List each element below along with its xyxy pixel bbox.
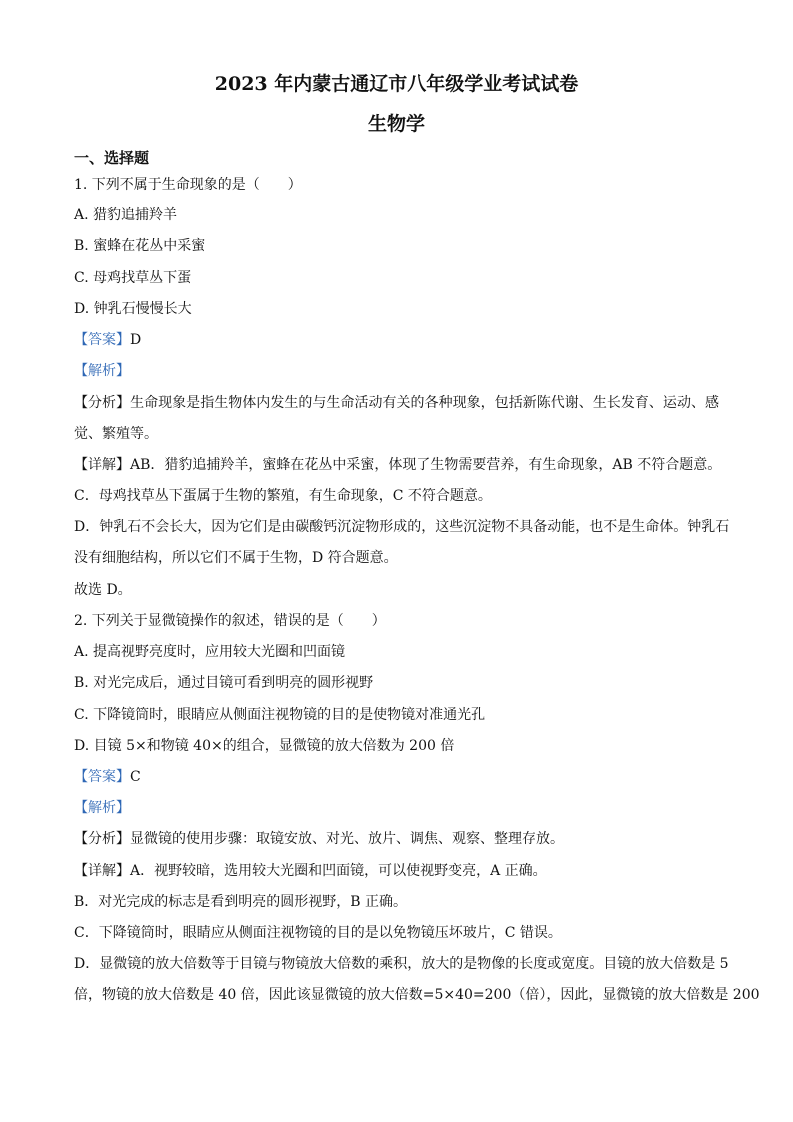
answer-tag: 【答案】 — [74, 332, 130, 348]
xiangjie-text: A．视野较暗，选用较大光圈和凹面镜，可以使视野变亮，A 正确。 — [130, 863, 547, 879]
q2-option-c: C. 下降镜筒时，眼睛应从侧面注视物镜的目的是使物镜对准通光孔 — [74, 707, 486, 723]
q2-answer — [74, 768, 141, 786]
exam-title: 2023 年内蒙古通辽市八年级学业考试试卷 — [214, 73, 579, 95]
q2-fenxi-line1 — [74, 830, 564, 848]
xiangjie-tag: 【详解】 — [74, 863, 130, 879]
q2-b-line: B．对光完成的标志是看到明亮的圆形视野，B 正确。 — [74, 894, 408, 910]
fenxi-text: 显微镜的使用步骤：取镜安放、对光、放片、调焦、观察、整理存放。 — [130, 831, 564, 847]
q1-analysis-tag — [74, 362, 130, 380]
answer-tag: 【答案】 — [74, 769, 130, 785]
subject-title: 生物学 — [367, 113, 425, 135]
q1-d-line2: 没有细胞结构，所以它们不属于生物，D 符合题意。 — [74, 550, 398, 566]
fenxi-tag: 【分析】 — [74, 831, 130, 847]
q2-d-line1: D．显微镜的放大倍数等于目镜与物镜放大倍数的乘积，放大的是物像的长度或宽度。目镜的放大倍数是 5 — [74, 956, 729, 972]
section-heading: 一、选择题 — [74, 149, 150, 167]
q1-stem: 1. 下列不属于生命现象的是（ ） — [74, 177, 302, 193]
answer-value: C — [130, 769, 141, 785]
q2-xiangjie-line1 — [74, 862, 547, 880]
q2-c-line: C．下降镜筒时，眼睛应从侧面注视物镜的目的是以免物镜压坏玻片，C 错误。 — [74, 925, 562, 941]
q1-answer — [74, 331, 141, 349]
q1-option-c: C. 母鸡找草丛下蛋 — [74, 270, 192, 286]
q1-fenxi-line2: 觉、繁殖等。 — [74, 426, 158, 442]
xiangjie-text: AB．猎豹追捕羚羊，蜜蜂在花丛中采蜜，体现了生物需要营养，有生命现象，AB 不符合题意。 — [130, 457, 722, 473]
q1-option-a: A. 猎豹追捕羚羊 — [74, 207, 178, 223]
q1-option-b: B. 蜜蜂在花丛中采蜜 — [74, 238, 206, 254]
q1-fenxi-line1 — [74, 394, 719, 412]
q1-d-line1: D．钟乳石不会长大，因为它们是由碳酸钙沉淀物形成的，这些沉淀物不具备动能，也不是生命体。钟乳石 — [74, 519, 730, 535]
q2-option-d: D. 目镜 5×和物镜 40×的组合，显微镜的放大倍数为 200 倍 — [74, 738, 455, 754]
q1-option-d: D. 钟乳石慢慢长大 — [74, 301, 192, 317]
q2-stem: 2. 下列关于显微镜操作的叙述，错误的是（ ） — [74, 613, 386, 629]
analysis-tag: 【解析】 — [74, 800, 130, 816]
q2-analysis-tag — [74, 799, 130, 817]
q1-xiangjie-line1 — [74, 456, 721, 474]
answer-value: D — [130, 332, 142, 348]
xiangjie-tag: 【详解】 — [74, 457, 130, 473]
q2-d-line2: 倍，物镜的放大倍数是 40 倍，因此该显微镜的放大倍数=5×40=200（倍），因此，显微镜的放大倍数是 200 — [74, 987, 760, 1003]
analysis-tag: 【解析】 — [74, 363, 130, 379]
q2-option-a: A. 提高视野亮度时，应用较大光圈和凹面镜 — [74, 644, 346, 660]
q1-c-line: C．母鸡找草丛下蛋属于生物的繁殖，有生命现象，C 不符合题意。 — [74, 488, 492, 504]
fenxi-tag: 【分析】 — [74, 395, 131, 411]
q1-conclusion: 故选 D。 — [74, 582, 132, 598]
q2-option-b: B. 对光完成后，通过目镜可看到明亮的圆形视野 — [74, 675, 374, 691]
fenxi-text: 生命现象是指生物体内发生的与生命活动有关的各种现象，包括新陈代谢、生长发育、运动、感 — [130, 395, 720, 411]
